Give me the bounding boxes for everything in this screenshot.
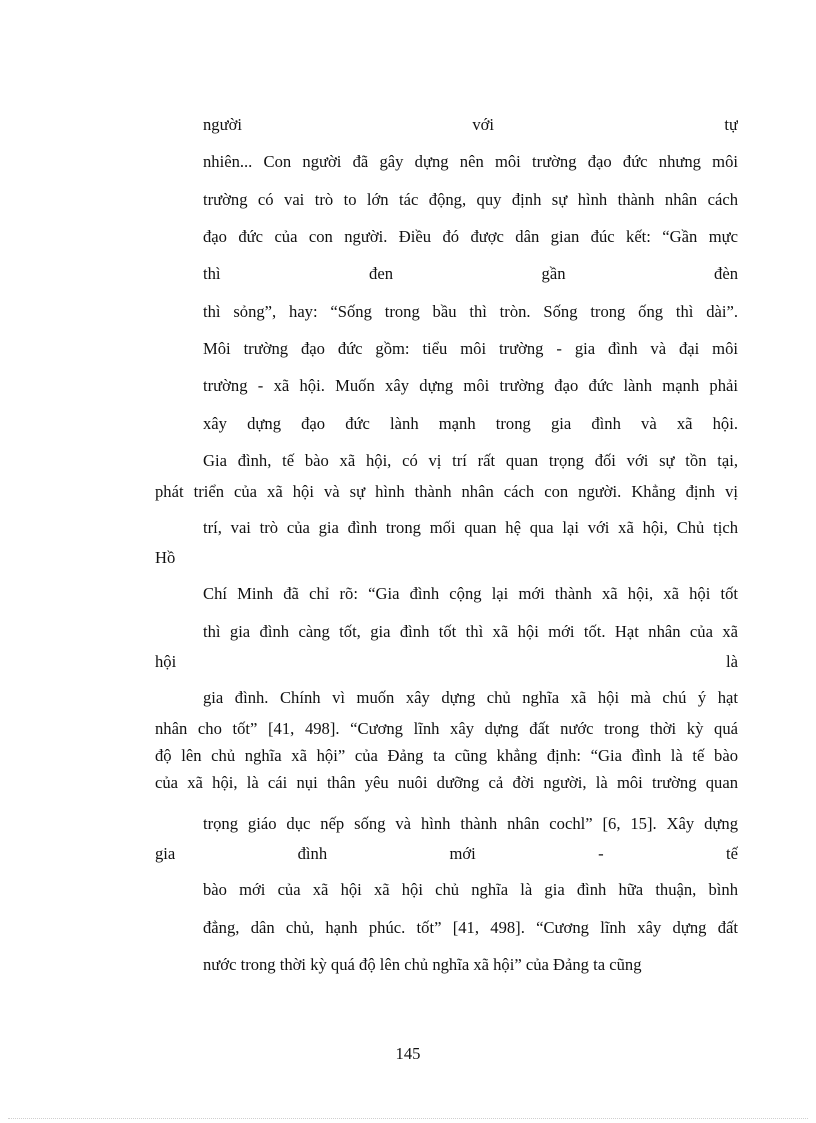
- text-line: bào mới của xã hội xã hội chủ nghĩa là gia đình hữa thuận, bình: [203, 880, 738, 899]
- text-line: đẳng, dân chủ, hạnh phúc. tốt” [41, 498]. “Cương lĩnh xây dựng đất: [203, 918, 738, 937]
- text-line: phát triển của xã hội và sự hình thành nhân cách con người. Khẳng định vị: [155, 482, 738, 501]
- text-line: xây dựng đạo đức lành mạnh trong gia đình và xã hội.: [203, 414, 738, 433]
- text-line: Gia đình, tế bào xã hội, có vị trí rất quan trọng đối với sự tồn tại,: [203, 451, 738, 470]
- text-line: hội là: [155, 652, 738, 671]
- text-line: gia đình mới - tế: [155, 844, 738, 863]
- text-line: thì sỏng”, hay: “Sống trong bầu thì tròn. Sống trong ống thì dài”.: [203, 302, 738, 321]
- text-line: gia đình. Chính vì muốn xây dựng chủ nghĩa xã hội mà chú ý hạt: [203, 688, 738, 707]
- text-line: độ lên chủ nghĩa xã hội” của Đảng ta cũng khẳng định: “Gia đình là tế bào: [155, 746, 738, 765]
- text-line: Hồ: [155, 548, 176, 567]
- text-line: trường có vai trò to lớn tác động, quy định sự hình thành nhân cách: [203, 190, 738, 209]
- text-line: trọng giáo dục nếp sống và hình thành nhân cochl” [6, 15]. Xây dựng: [203, 814, 738, 833]
- text-line: thì gia đình càng tốt, gia đình tốt thì xã hội mới tốt. Hạt nhân của xã: [203, 622, 738, 641]
- page-bottom-rule: [8, 1118, 808, 1119]
- text-line: nhiên... Con người đã gây dựng nên môi trường đạo đức nhưng môi: [203, 152, 738, 171]
- text-line: của xã hội, là cái nụi thân yêu nuôi dưỡng cả đời người, là môi trường quan: [155, 773, 738, 792]
- text-line: nước trong thời kỳ quá độ lên chủ nghĩa xã hội” của Đảng ta cũng: [203, 955, 642, 974]
- text-line: người với tự: [203, 115, 738, 134]
- page-number: 145: [395, 1044, 421, 1063]
- text-line: nhân cho tốt” [41, 498]. “Cương lĩnh xây dựng đất nước trong thời kỳ quá: [155, 719, 738, 738]
- text-line: đạo đức của con người. Điều đó được dân gian đúc kết: “Gần mực: [203, 227, 738, 246]
- text-line: Chí Minh đã chỉ rõ: “Gia đình cộng lại mới thành xã hội, xã hội tốt: [203, 584, 738, 603]
- text-line: trường - xã hội. Muốn xây dựng môi trường đạo đức lành mạnh phải: [203, 376, 738, 395]
- text-line: Môi trường đạo đức gồm: tiểu môi trường - gia đình và đại môi: [203, 339, 738, 358]
- text-line: thì đen gần đèn: [203, 264, 738, 283]
- text-line: trí, vai trò của gia đình trong mối quan hệ qua lại với xã hội, Chủ tịch: [203, 518, 738, 537]
